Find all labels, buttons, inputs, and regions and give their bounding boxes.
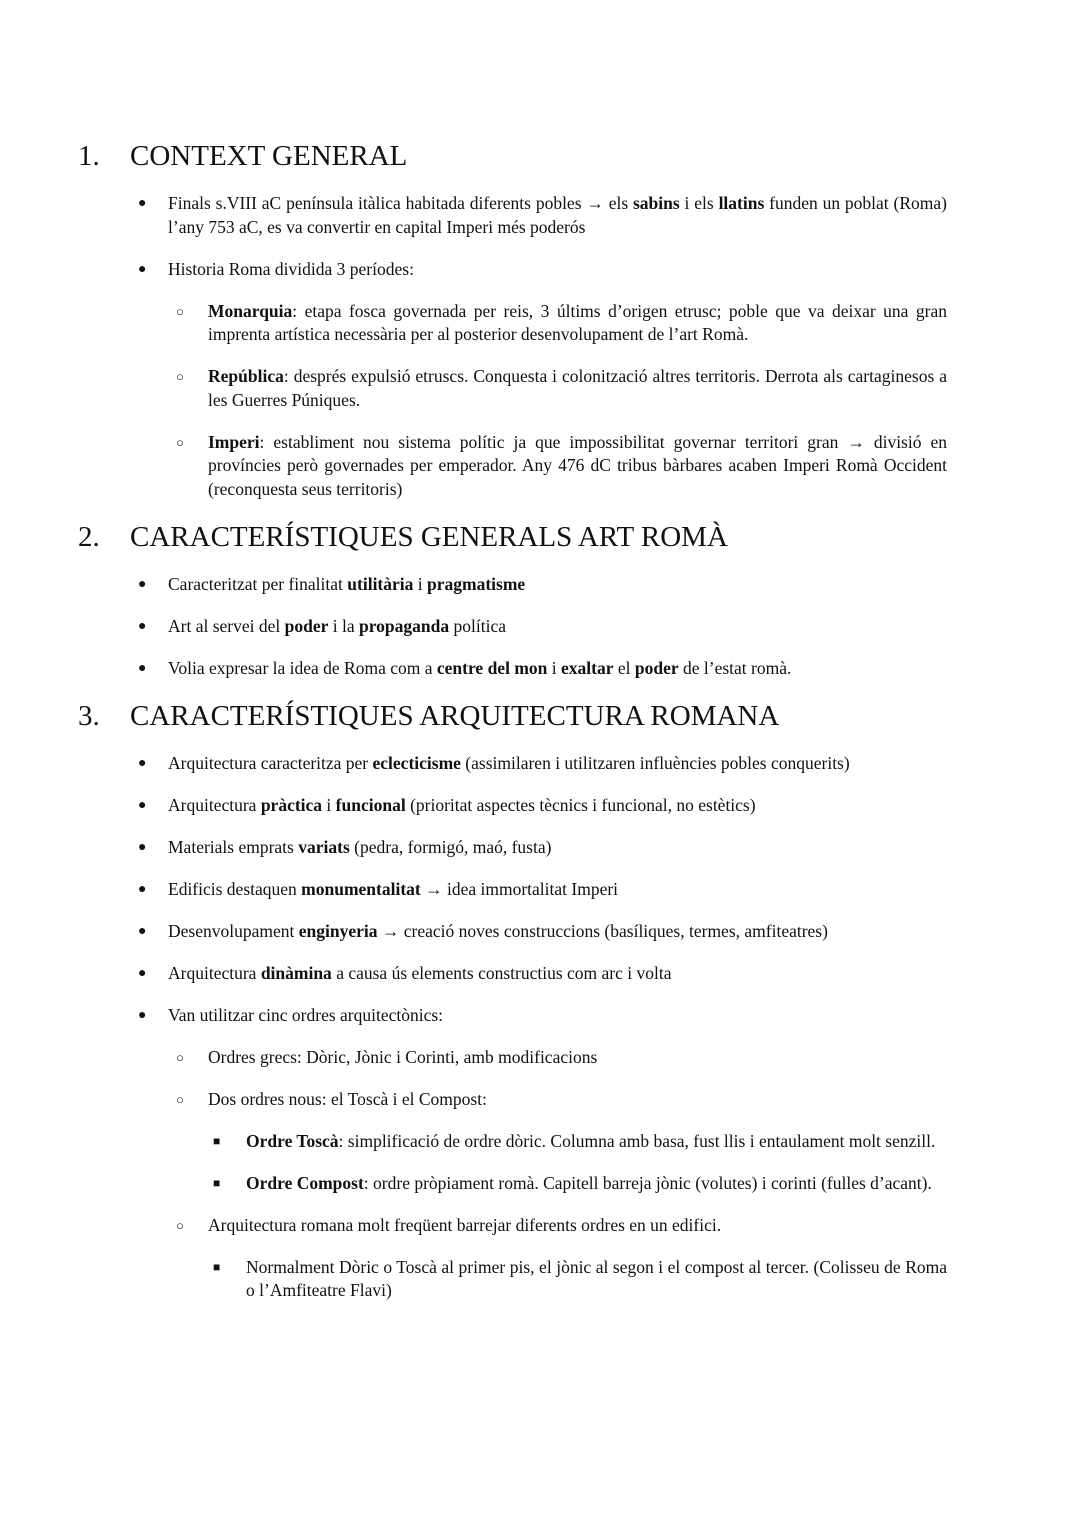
text-segment: : simplificació de ordre dòric. Columna amb basa, fust llis i entaulament molt senzill. xyxy=(338,1130,936,1151)
list-item xyxy=(176,300,947,347)
bullet-disc-icon: ● xyxy=(138,923,147,939)
list-item xyxy=(138,878,947,902)
text-segment: Dos ordres nous: el Toscà i el Compost: xyxy=(208,1088,487,1109)
section-number: 3. xyxy=(78,699,100,732)
bullet-disc-icon: ● xyxy=(138,261,147,277)
text-segment: Volia expresar la idea de Roma com a xyxy=(168,657,437,678)
list-item xyxy=(213,1256,947,1303)
section-number: 1. xyxy=(78,140,100,172)
text-segment: i xyxy=(547,657,562,678)
list-item xyxy=(138,1004,947,1028)
text-segment: Finals s.VIII aC península itàlica habitada diferents pobles → els xyxy=(168,193,633,213)
text-segment: (prioritat aspectes tècnics i funcional, no estètics) xyxy=(405,794,756,815)
bold-term: exaltar xyxy=(561,657,614,678)
section-title: CARACTERÍSTIQUES GENERALS ART ROMÀ xyxy=(130,520,728,553)
list-item xyxy=(176,431,947,502)
list-item xyxy=(138,920,947,944)
bold-term: pràctica xyxy=(260,794,323,815)
list-item xyxy=(138,657,947,681)
text-segment: Desenvolupament xyxy=(168,920,299,941)
list-item xyxy=(213,1172,947,1196)
bullet-disc-icon: ● xyxy=(138,965,147,981)
text-segment: funden un poblat (Roma) l’any 753 aC, es va convertir en capital Imperi més poderós xyxy=(168,193,947,237)
text-segment: a causa ús elements constructius com arc i volta xyxy=(331,962,672,983)
text-segment: i xyxy=(322,794,336,815)
bold-term: Ordre Compost xyxy=(246,1172,364,1193)
text-segment: de l’estat romà. xyxy=(678,657,792,678)
bold-term: Imperi xyxy=(208,431,260,452)
text-segment: el xyxy=(613,657,635,678)
list-item xyxy=(176,1214,947,1238)
list-item xyxy=(138,836,947,860)
text-segment: Arquitectura romana molt freqüent barrejar diferents ordres en un edifici. xyxy=(208,1214,722,1235)
list-item xyxy=(138,573,947,597)
list-item xyxy=(138,258,947,282)
bold-term: poder xyxy=(284,615,329,636)
bold-term: Ordre Toscà xyxy=(246,1130,339,1151)
bullet-disc-icon: ● xyxy=(138,660,147,676)
text-segment: (assimilaren i utilitzaren influències pobles conquerits) xyxy=(460,752,850,773)
bold-term: pragmatisme xyxy=(427,573,526,594)
bold-term: utilitària xyxy=(347,573,414,594)
text-segment: : etapa fosca governada per reis, 3 últims d’origen etrusc; poble que va deixar una gran imprenta artística necessària per al posterior desenvolupament de l’art Romà. xyxy=(208,300,947,344)
text-segment: Arquitectura xyxy=(168,962,261,983)
document-page xyxy=(0,139,1080,1321)
text-segment: Normalment Dòric o Toscà al primer pis, el jònic al segon i el compost al tercer. (Colisseu de Roma o l’Amfiteatre Flavi) xyxy=(246,1256,947,1300)
list-item xyxy=(138,752,947,776)
bold-term: sabins xyxy=(633,193,680,213)
bullet-disc-icon: ● xyxy=(138,755,147,771)
list-item xyxy=(213,1130,947,1154)
text-segment: Edificis destaquen xyxy=(168,878,302,899)
bullet-circle-icon: ○ xyxy=(176,303,184,319)
bullet-circle-icon: ○ xyxy=(176,1091,184,1107)
bullet-disc-icon: ● xyxy=(138,797,147,813)
bold-term: llatins xyxy=(718,193,765,213)
section-title: CARACTERÍSTIQUES ARQUITECTURA ROMANA xyxy=(130,699,780,732)
list-item xyxy=(138,794,947,818)
bullet-square-icon: ■ xyxy=(213,1133,221,1148)
bold-term: propaganda xyxy=(359,615,450,636)
text-segment: Art al servei del xyxy=(168,615,285,636)
text-segment: : ordre pròpiament romà. Capitell barreja jònic (volutes) i corinti (fulles d’acant). xyxy=(363,1172,932,1193)
bold-term: variats xyxy=(298,836,350,857)
section-title: CONTEXT GENERAL xyxy=(130,140,408,172)
text-segment: Arquitectura caracteritza per xyxy=(168,752,373,773)
bold-term: poder xyxy=(634,657,679,678)
bold-term: eclecticisme xyxy=(372,752,461,773)
text-segment: Ordres grecs: Dòric, Jònic i Corinti, amb modificacions xyxy=(208,1046,598,1067)
bullet-disc-icon: ● xyxy=(138,1007,147,1023)
list-item xyxy=(176,1046,947,1070)
text-segment: : establiment nou sistema polític ja que impossibilitat governar territori gran → divisió en províncies però governades per emperador. Any 476 dC tribus bàrbares acaben Imperi Romà Occident (reconquesta seus territoris) xyxy=(208,431,947,499)
text-segment: : després expulsió etruscs. Conquesta i colonització altres territoris. Derrota als cartaginesos a les Guerres Púniques. xyxy=(208,366,947,410)
list-item xyxy=(138,192,947,239)
section-heading xyxy=(0,699,1080,733)
bullet-disc-icon: ● xyxy=(138,618,147,634)
text-segment: → idea immortalitat Imperi xyxy=(420,878,619,899)
text-segment: → creació noves construccions (basíliques, termes, amfiteatres) xyxy=(377,920,828,941)
list-item xyxy=(138,615,947,639)
text-segment: Historia Roma dividida 3 períodes: xyxy=(168,258,414,279)
text-segment: política xyxy=(449,615,506,636)
bold-term: República xyxy=(208,366,284,386)
bullet-disc-icon: ● xyxy=(138,839,147,855)
section-heading xyxy=(0,520,1080,554)
list-item xyxy=(138,962,947,986)
bullet-square-icon: ■ xyxy=(213,1259,221,1274)
bullet-circle-icon: ○ xyxy=(176,1217,184,1233)
bullet-disc-icon: ● xyxy=(138,196,147,211)
text-segment: Van utilitzar cinc ordres arquitectònics: xyxy=(168,1004,444,1025)
bold-term: funcional xyxy=(335,794,406,815)
list-item xyxy=(176,365,947,412)
bold-term: enginyeria xyxy=(298,920,378,941)
bold-term: Monarquia xyxy=(208,300,293,321)
list-item xyxy=(176,1088,947,1112)
bullet-circle-icon: ○ xyxy=(176,1049,184,1065)
section-number: 2. xyxy=(78,520,100,553)
text-segment: (pedra, formigó, maó, fusta) xyxy=(349,836,552,857)
text-segment: Arquitectura xyxy=(168,794,261,815)
text-segment: i els xyxy=(679,193,719,213)
bullet-circle-icon: ○ xyxy=(176,434,184,450)
bullet-disc-icon: ● xyxy=(138,576,147,592)
text-segment: Materials emprats xyxy=(168,836,299,857)
section-heading xyxy=(0,139,1080,173)
bullet-disc-icon: ● xyxy=(138,881,147,897)
text-segment: i xyxy=(413,573,428,594)
bullet-circle-icon: ○ xyxy=(176,369,184,384)
bullet-square-icon: ■ xyxy=(213,1175,221,1190)
bold-term: centre del mon xyxy=(436,657,548,678)
text-segment: Caracteritzat per finalitat xyxy=(168,573,348,594)
text-segment: i la xyxy=(328,615,359,636)
bold-term: monumentalitat xyxy=(301,878,421,899)
bold-term: dinàmina xyxy=(260,962,332,983)
